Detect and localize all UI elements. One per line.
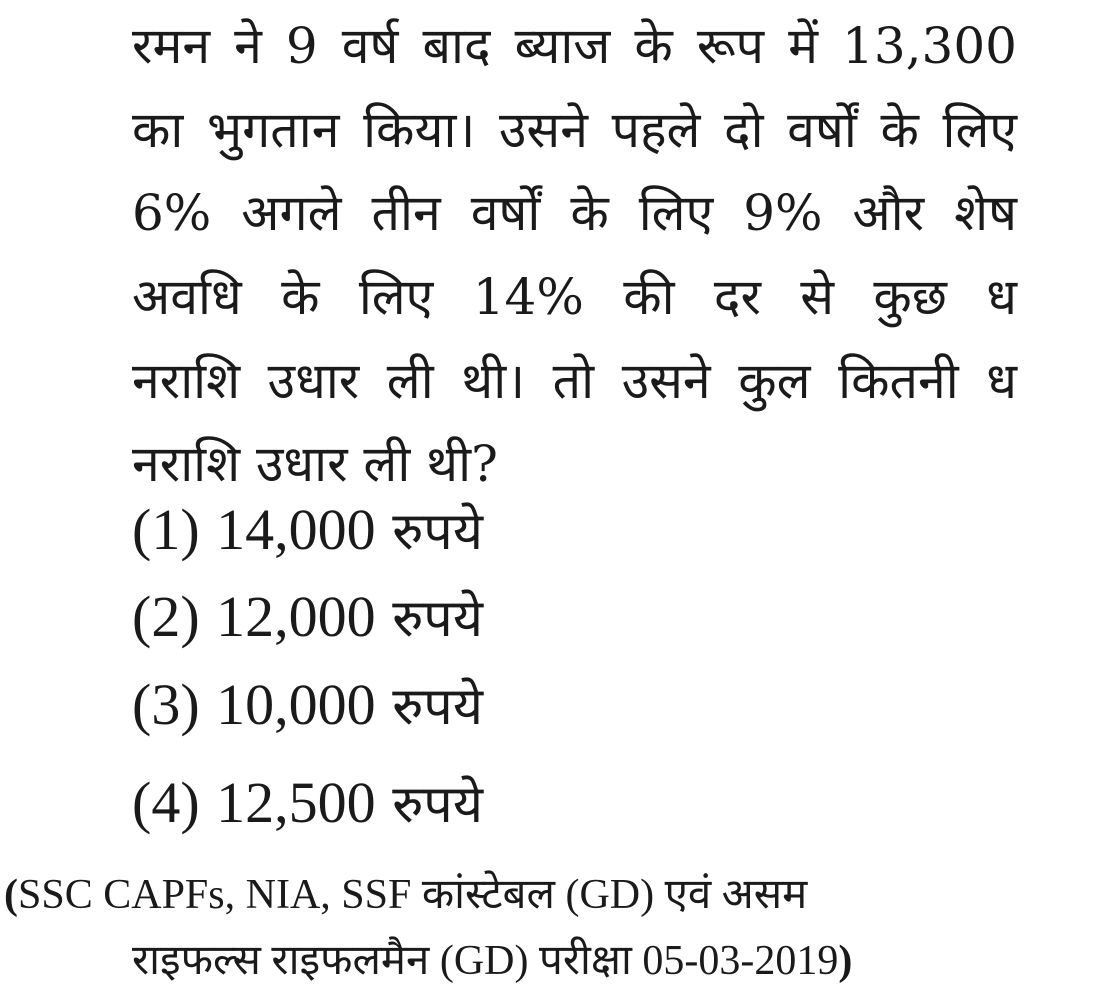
option-2-unit: रुपये <box>392 589 483 649</box>
option-3-unit: रुपये <box>392 677 483 737</box>
option-3[interactable] <box>132 665 483 747</box>
question-line-1: रमन ने 9 वर्ष बाद ब्याज के रूप में 13,300 <box>132 17 1017 75</box>
option-2-number: (2) <box>132 584 200 649</box>
option-2[interactable] <box>132 577 483 659</box>
question-line-3: 6% अगले तीन वर्षों के लिए 9% और शेष <box>132 184 1017 242</box>
option-4-amount: 12,500 <box>216 770 376 835</box>
option-3-number: (3) <box>132 672 200 737</box>
option-4-unit: रुपये <box>392 775 483 835</box>
question-line-6: नराशि उधार ली थी? <box>132 435 498 493</box>
option-4-number: (4) <box>132 770 200 835</box>
source-open-paren: ( <box>4 872 18 918</box>
option-3-amount: 10,000 <box>216 672 376 737</box>
option-1-unit: रुपये <box>392 502 483 562</box>
source-close-paren: ) <box>838 938 853 984</box>
source-text-1: SSC CAPFs, NIA, SSF कांस्टेबल (GD) एवं असम <box>18 872 808 918</box>
source-line-2 <box>132 928 852 994</box>
source-line-1 <box>4 862 807 928</box>
source-text-2: राइफल्स राइफलमैन (GD) परीक्षा 05-03-2019 <box>132 938 839 984</box>
option-4[interactable] <box>132 763 483 845</box>
option-2-amount: 12,000 <box>216 584 376 649</box>
question-line-2: का भुगतान किया। उसने पहले दो वर्षों के लिए <box>132 101 1017 159</box>
option-1-number: (1) <box>132 497 200 562</box>
option-1[interactable] <box>132 490 483 572</box>
question-line-5: नराशि उधार ली थी। तो उसने कुल कितनी ध <box>132 352 1017 410</box>
question-line-4: अवधि के लिए 14% की दर से कुछ ध <box>132 268 1017 326</box>
option-1-amount: 14,000 <box>216 497 376 562</box>
